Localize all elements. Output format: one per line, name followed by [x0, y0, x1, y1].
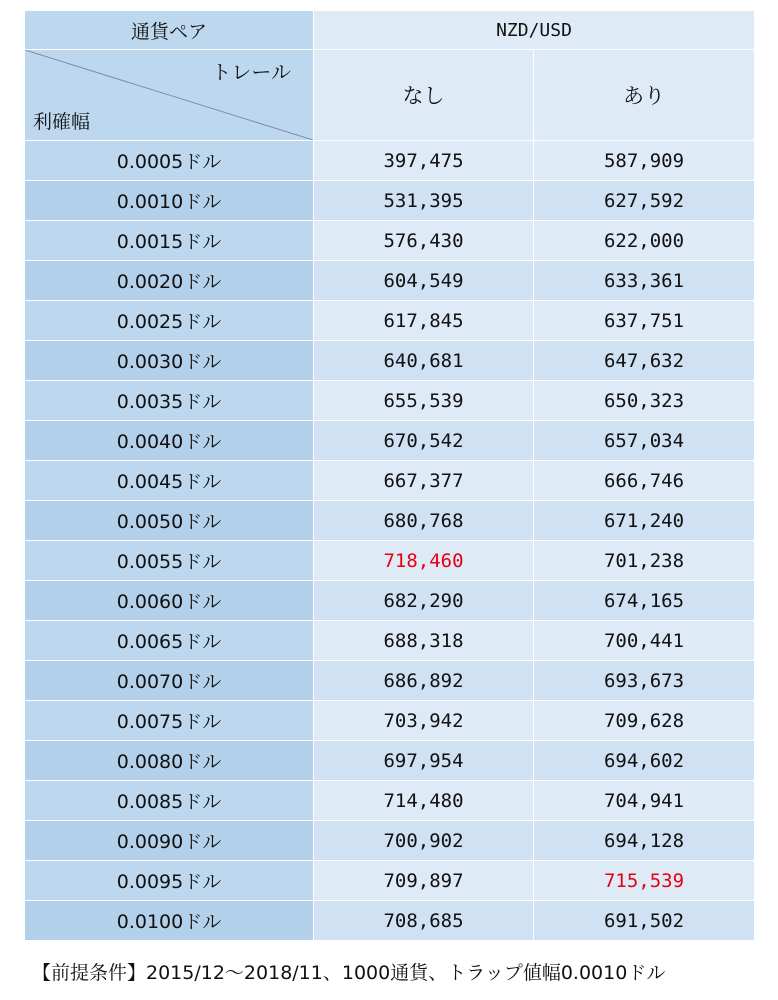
table-row: [25, 301, 755, 341]
table-row: [25, 781, 755, 821]
profit-no-trail-cell: 708,685: [314, 901, 534, 941]
take-profit-width-cell: 0.0055ドル: [25, 541, 314, 581]
take-profit-width-cell: 0.0035ドル: [25, 381, 314, 421]
take-profit-width-cell: 0.0065ドル: [25, 621, 314, 661]
profit-with-trail-cell: 704,941: [534, 781, 755, 821]
profit-no-trail-cell: 703,942: [314, 701, 534, 741]
profit-with-trail-cell: 671,240: [534, 501, 755, 541]
diagonal-header-cell: [25, 50, 314, 141]
table-row: [25, 581, 755, 621]
profit-with-trail-cell: 693,673: [534, 661, 755, 701]
profit-no-trail-cell: 718,460: [314, 541, 534, 581]
table-row: [25, 661, 755, 701]
table-row: [25, 541, 755, 581]
profit-no-trail-cell: 680,768: [314, 501, 534, 541]
profit-with-trail-cell: 637,751: [534, 301, 755, 341]
profit-no-trail-cell: 686,892: [314, 661, 534, 701]
profit-with-trail-cell: 715,539: [534, 861, 755, 901]
table-row: [25, 501, 755, 541]
take-profit-width-cell: 0.0070ドル: [25, 661, 314, 701]
take-profit-width-cell: 0.0075ドル: [25, 701, 314, 741]
table-row: [25, 621, 755, 661]
profit-no-trail-cell: 700,902: [314, 821, 534, 861]
profit-no-trail-cell: 655,539: [314, 381, 534, 421]
take-profit-width-cell: 0.0015ドル: [25, 221, 314, 261]
column-header-none: なし: [314, 50, 534, 141]
profit-no-trail-cell: 617,845: [314, 301, 534, 341]
take-profit-width-cell: 0.0080ドル: [25, 741, 314, 781]
table-row: [25, 261, 755, 301]
profit-with-trail-cell: 700,441: [534, 621, 755, 661]
table-row: [25, 381, 755, 421]
table-row: [25, 741, 755, 781]
table-row: [25, 421, 755, 461]
take-profit-width-cell: 0.0050ドル: [25, 501, 314, 541]
profit-with-trail-cell: 666,746: [534, 461, 755, 501]
take-profit-width-cell: 0.0060ドル: [25, 581, 314, 621]
profit-with-trail-cell: 674,165: [534, 581, 755, 621]
take-profit-width-cell: 0.0090ドル: [25, 821, 314, 861]
profit-no-trail-cell: 640,681: [314, 341, 534, 381]
table-row: [25, 141, 755, 181]
profit-with-trail-cell: 691,502: [534, 901, 755, 941]
take-profit-width-cell: 0.0005ドル: [25, 141, 314, 181]
table-row: [25, 701, 755, 741]
profit-with-trail-cell: 627,592: [534, 181, 755, 221]
table-row: [25, 461, 755, 501]
profit-no-trail-cell: 576,430: [314, 221, 534, 261]
profit-with-trail-cell: 633,361: [534, 261, 755, 301]
take-profit-width-cell: 0.0040ドル: [25, 421, 314, 461]
take-profit-width-cell: 0.0100ドル: [25, 901, 314, 941]
header-row-columns: [25, 50, 755, 141]
take-profit-width-cell: 0.0085ドル: [25, 781, 314, 821]
table-row: [25, 901, 755, 941]
results-table: [24, 10, 755, 941]
profit-with-trail-cell: 694,128: [534, 821, 755, 861]
trail-header-label: トレール: [211, 60, 291, 84]
profit-with-trail-cell: 657,034: [534, 421, 755, 461]
table-row: [25, 821, 755, 861]
profit-no-trail-cell: 714,480: [314, 781, 534, 821]
profit-no-trail-cell: 667,377: [314, 461, 534, 501]
profit-with-trail-cell: 650,323: [534, 381, 755, 421]
table-row: [25, 181, 755, 221]
results-table-container: [24, 10, 754, 941]
take-profit-header-label: 利確幅: [33, 111, 91, 133]
table-row: [25, 341, 755, 381]
profit-with-trail-cell: 647,632: [534, 341, 755, 381]
table-row: [25, 221, 755, 261]
column-header-with: あり: [534, 50, 755, 141]
profit-with-trail-cell: 587,909: [534, 141, 755, 181]
take-profit-width-cell: 0.0045ドル: [25, 461, 314, 501]
profit-no-trail-cell: 688,318: [314, 621, 534, 661]
profit-with-trail-cell: 709,628: [534, 701, 755, 741]
profit-with-trail-cell: 701,238: [534, 541, 755, 581]
profit-no-trail-cell: 670,542: [314, 421, 534, 461]
profit-with-trail-cell: 622,000: [534, 221, 755, 261]
pair-value-cell: NZD/USD: [314, 11, 755, 50]
pair-label-cell: 通貨ペア: [25, 11, 314, 50]
profit-no-trail-cell: 709,897: [314, 861, 534, 901]
table-row: [25, 861, 755, 901]
results-table-body: [25, 11, 755, 941]
header-row-pair: [25, 11, 755, 50]
take-profit-width-cell: 0.0030ドル: [25, 341, 314, 381]
take-profit-width-cell: 0.0010ドル: [25, 181, 314, 221]
profit-with-trail-cell: 694,602: [534, 741, 755, 781]
footnote-conditions: 【前提条件】2015/12〜2018/11、1000通貨、トラップ値幅0.0010ドル: [32, 962, 666, 984]
profit-no-trail-cell: 604,549: [314, 261, 534, 301]
profit-no-trail-cell: 397,475: [314, 141, 534, 181]
profit-no-trail-cell: 531,395: [314, 181, 534, 221]
take-profit-width-cell: 0.0095ドル: [25, 861, 314, 901]
profit-no-trail-cell: 682,290: [314, 581, 534, 621]
take-profit-width-cell: 0.0025ドル: [25, 301, 314, 341]
profit-no-trail-cell: 697,954: [314, 741, 534, 781]
take-profit-width-cell: 0.0020ドル: [25, 261, 314, 301]
